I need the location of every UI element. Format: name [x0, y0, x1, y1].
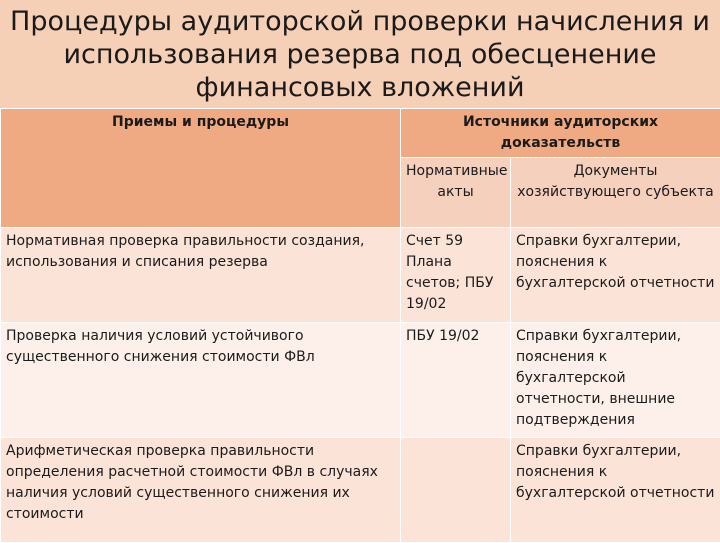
row-3-procedure: Арифметическая проверка правильности определения расчетной стоимости ФВл в случаях наличия условий существенного снижения их стоимости: [1, 438, 401, 543]
title-line-1: Процедуры аудиторской проверки начисления и: [10, 6, 710, 37]
row-1-documents: Справки бухгалтерии, пояснения к бухгалтерской отчетности: [511, 228, 720, 323]
subheader-normative: Нормативные акты: [401, 158, 511, 228]
row-3-normative: [401, 438, 511, 543]
row-1-procedure: Нормативная проверка правильности создания, использования и списания резерва: [1, 228, 401, 323]
title-line-3: финансовых вложений: [195, 72, 524, 103]
row-3-documents: Справки бухгалтерии, пояснения к бухгалтерской отчетности: [511, 438, 720, 543]
table-row: [1, 323, 720, 438]
row-1-normative: Счет 59 Плана счетов; ПБУ 19/02: [401, 228, 511, 323]
row-2-normative: ПБУ 19/02: [401, 323, 511, 438]
row-2-documents: Справки бухгалтерии, пояснения к бухгалтерской отчетности, внешние подтверждения: [511, 323, 720, 438]
table-row: [1, 228, 720, 323]
row-2-procedure: Проверка наличия условий устойчивого существенного снижения стоимости ФВл: [1, 323, 401, 438]
slide-title: [0, 0, 720, 108]
table-row: [1, 438, 720, 543]
title-line-2: использования резерва под обесценение: [63, 39, 656, 70]
procedures-table: [0, 108, 720, 543]
header-sources: Источники аудиторских доказательств: [401, 109, 720, 158]
header-procedures: Приемы и процедуры: [1, 109, 401, 228]
subheader-documents: Документы хозяйствующего субъекта: [511, 158, 720, 228]
